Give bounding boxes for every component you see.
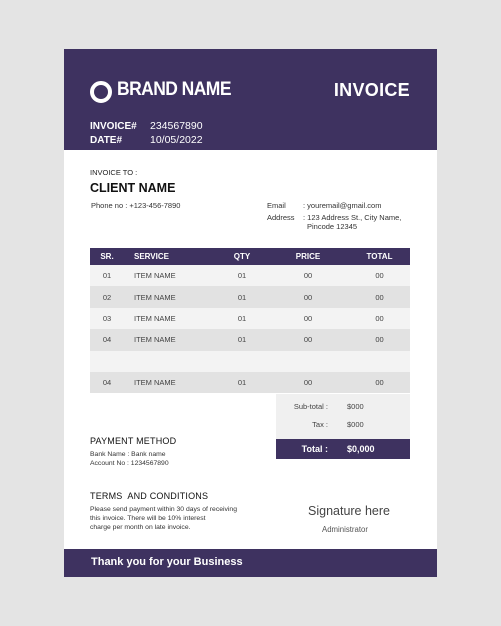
cell-service: ITEM NAME	[124, 265, 217, 286]
cell-qty: 01	[217, 308, 267, 329]
terms-line-2: this invoice. There will be 10% interest	[90, 515, 206, 522]
items-table	[90, 248, 410, 393]
cell-qty: 01	[217, 372, 267, 393]
cell-total: 00	[349, 372, 410, 393]
footer-bar	[64, 549, 437, 577]
cell-price: 00	[267, 286, 349, 307]
invoice-to-label: INVOICE TO :	[90, 168, 138, 177]
invoice-date-row	[90, 134, 203, 146]
cell-qty	[217, 351, 267, 372]
signature: Signature here	[308, 504, 391, 518]
invoice-header	[64, 49, 437, 150]
ring-logo-icon	[90, 81, 112, 103]
grand-total-bar	[276, 439, 410, 459]
invoice-number-value: 234567890	[150, 120, 203, 132]
table-row	[90, 308, 410, 329]
cell-price: 00	[267, 308, 349, 329]
cell-service: ITEM NAME	[124, 329, 217, 350]
address-line-1: : 123 Address St., City Name,	[303, 213, 402, 222]
col-header-total: TOTAL	[349, 248, 410, 265]
invoice-date-value: 10/05/2022	[150, 134, 203, 146]
email-value: : youremail@gmail.com	[303, 201, 382, 210]
cell-service	[124, 351, 217, 372]
cell-qty: 01	[217, 286, 267, 307]
col-header-sr: SR.	[90, 248, 124, 265]
cell-total	[349, 351, 410, 372]
cell-price: 00	[267, 372, 349, 393]
cell-total: 00	[349, 308, 410, 329]
invoice-title: INVOICE	[333, 80, 410, 100]
brand-name: BRAND NAME	[117, 79, 231, 100]
invoice-date-label: DATE#	[90, 135, 123, 146]
cell-service: ITEM NAME	[124, 286, 217, 307]
cell-sr: 04	[90, 372, 124, 393]
col-header-service: SERVICE	[124, 248, 217, 265]
client-phone: Phone no : +123-456-7890	[91, 201, 181, 210]
tax-value: $000	[347, 420, 364, 429]
subtotal-value: $000	[347, 402, 364, 411]
cell-total: 00	[349, 265, 410, 286]
cell-service: ITEM NAME	[124, 308, 217, 329]
cell-service: ITEM NAME	[124, 372, 217, 393]
cell-total: 00	[349, 286, 410, 307]
table-row	[90, 329, 410, 350]
table-row-empty	[90, 351, 410, 372]
cell-sr: 04	[90, 329, 124, 350]
cell-price: 00	[267, 329, 349, 350]
signature-role: Administrator	[322, 525, 368, 534]
client-name: CLIENT NAME	[90, 181, 176, 195]
table-header-row	[90, 248, 410, 265]
terms-title: TERMS AND CONDITIONS	[90, 491, 209, 501]
col-header-qty: QTY	[217, 248, 267, 265]
cell-sr: 01	[90, 265, 124, 286]
cell-sr	[90, 351, 124, 372]
address-label: Address	[267, 213, 295, 222]
cell-qty: 01	[217, 265, 267, 286]
invoice-page	[64, 49, 437, 577]
subtotal-label: Sub-total :	[293, 402, 328, 411]
email-label: Email	[267, 201, 286, 210]
table-row	[90, 286, 410, 307]
terms-line-3: charge per month on late invoice.	[90, 524, 191, 531]
account-number: Account No : 1234567890	[90, 460, 169, 467]
grand-total-value: $0,000	[347, 444, 375, 454]
col-header-price: PRICE	[267, 248, 349, 265]
cell-total: 00	[349, 329, 410, 350]
invoice-number-label: INVOICE#	[90, 121, 137, 132]
bank-name: Bank Name : Bank name	[90, 451, 166, 458]
table-row	[90, 372, 410, 393]
cell-price	[267, 351, 349, 372]
terms-line-1: Please send payment within 30 days of receiving	[90, 506, 237, 513]
grand-total-label: Total :	[301, 444, 328, 454]
thank-you-message: Thank you for your Business	[91, 556, 243, 568]
address-line-2: Pincode 12345	[307, 222, 358, 231]
cell-qty: 01	[217, 329, 267, 350]
payment-method-title: PAYMENT METHOD	[90, 436, 177, 446]
cell-sr: 03	[90, 308, 124, 329]
cell-sr: 02	[90, 286, 124, 307]
tax-label: Tax :	[312, 420, 328, 429]
cell-price: 00	[267, 265, 349, 286]
invoice-number-row	[90, 120, 203, 132]
table-row	[90, 265, 410, 286]
